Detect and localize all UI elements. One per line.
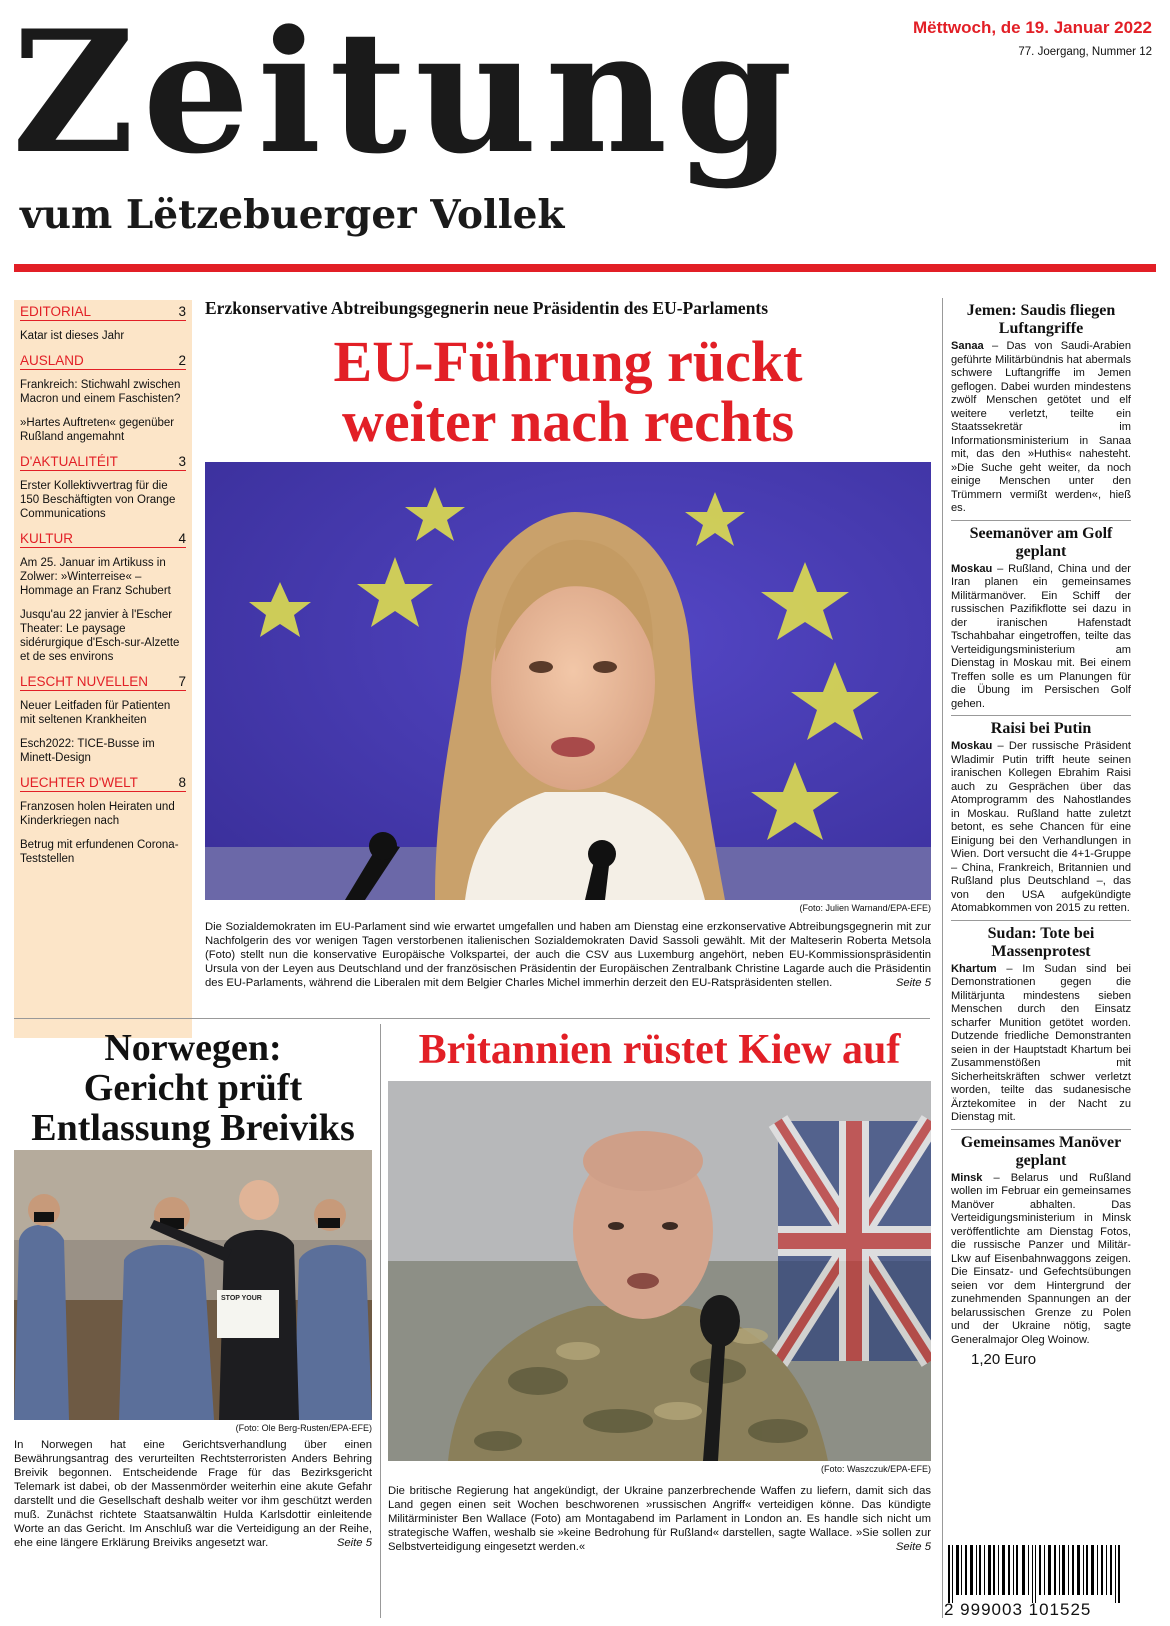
brief-body <box>951 1172 1131 1348</box>
norway-body <box>14 1438 372 1550</box>
brief-headline[interactable]: Gemeinsames Manöver geplant <box>951 1129 1131 1170</box>
britain-body-text: Die britische Regierung hat angekündigt, der Ukraine panzerbrechende Waffen zu liefern, damit sich das Land gegen einen seit Wochen beschworenen »russischen Angriff« verteidigen könne. Das kündigte Militärminister Ben Wallace (Foto) am Montagabend im Parlament in London an. Es handle sich nicht um strategische Waffen, weshalb sie »keine Bedrohung für Rußland« darstellen, sagte Wallace. »Sie sollen zur Selbstverteidigung eingesetzt werden.« <box>388 1485 931 1553</box>
lead-body-text: Die Sozialdemokraten im EU-Parlament sind wie erwartet umgefallen und haben am Dienstag eine erzkonservative Abtreibungsgegnerin mit zur Nachfolgerin des vor wenigen Tagen verstorbenen italienischen Sozialdemokraten David Sassoli gewählt. Mit der Malteserin Roberta Metsola (Foto) stellt nun die konservative Europäische Volkspartei, der auch die CSV aus Luxemburg angehört, neben EU-Kommissionspräsidentin Ursula von der Leyen aus Deutschland und der französischen Präsidentin der Europäischen Zentralbank Christine Lagarde auch die Präsidentin des EU-Parlaments, während die Liberalen mit dem Belgier Charles Michel immerhin derzeit den EU-Ratspräsidenten stellen. <box>205 921 931 989</box>
masthead-subtitle: vum Lëtzebuerger Vollek <box>20 192 565 238</box>
sidebar-item[interactable]: Betrug mit erfundenen Corona-Teststellen <box>20 839 179 865</box>
sidebar-item[interactable]: Neuer Leitfaden für Patienten mit seltenen Krankheiten <box>20 700 171 726</box>
britain-photo[interactable] <box>388 1081 931 1461</box>
lead-photo-illustration <box>205 462 931 900</box>
section-header-editorial[interactable] <box>20 304 186 321</box>
column-divider <box>380 1024 381 1618</box>
brief-text: – Das von Saudi-Arabien geführte Militärbündnis hat abermals schwere Luftangriffe im Jemen geflogen. Dabei wurden mindestens zwölf Menschen getötet und elf weitere verletzt, teilte ein Staatssekretär im Informationsministerium in Sanaa mit, das den »Huthis« nahesteht. »Die Suche geht weiter, da noch einige Menschen unter den Trümmern vermißt werden«, hieß es. <box>951 340 1131 514</box>
sidebar-item[interactable]: Katar ist dieses Jahr <box>20 330 125 342</box>
contents-sidebar <box>14 300 192 1038</box>
brief-text: – Im Sudan sind bei Demonstrationen gegen die Militärjunta mindestens sieben Menschen durch den Einsatz scharfer Munition getötet worden. Dutzende friedliche Demonstranten seien in der Hauptstadt Khartum bei Zusammenstößen mit Sicherheitskräften schwer verletzt worden, teilte das sudanesische Ärztekomitee in der Nacht zu Dienstag mit. <box>951 962 1131 1123</box>
protest-sign <box>217 1290 279 1338</box>
section-page: 3 <box>178 304 186 319</box>
brief-body <box>951 963 1131 1125</box>
section-label: UECHTER D'WELT <box>20 775 138 790</box>
sidebar-item[interactable]: Am 25. Januar im Artikuss in Zolwer: »Winterreise« – Hommage an Franz Schubert <box>20 557 171 597</box>
norway-headline-line: Norwegen: <box>104 1027 282 1069</box>
section-label: AUSLAND <box>20 353 84 368</box>
norway-headline[interactable] <box>14 1028 372 1148</box>
section-header-uechter-dwelt[interactable] <box>20 775 186 792</box>
sidebar-item[interactable]: Erster Kollektivvertrag für die 150 Beschäftigten von Orange Communications <box>20 480 176 520</box>
norway-body-text: In Norwegen hat eine Gerichtsverhandlung über einen Bewährungsantrag des verurteilten Rechtsterroristen Anders Behring Breivik begonnen. Entscheidende Frage für das Bezirksgericht Telemark ist dabei, ob der Massenmörder weiterhin eine akute Gefahr darstellt und die Gesellschaft deshalb weiter vor ihm geschützt werden muß. Zunächst richtete Staatsanwältin Hulda Karlsdottir einleitende Worte an das Gericht. Im Anschluß war die Verteidigung an der Reihe, ehe eine längere Erklärung Breiviks angesetzt war. <box>14 1439 372 1549</box>
norway-photo-credit: (Foto: Ole Berg-Rusten/EPA-EFE) <box>235 1423 372 1433</box>
brief-place: Moskau <box>951 562 993 575</box>
brief-text: – Rußland, China und der Iran planen ein gemeinsames Militärmanöver. Ein Schiff der russischen Pazifikflotte sei dazu in der iranischen Hafenstadt Tschahbahar eingetroffen, teilte das Verteidigungsministerium am Dienstag in Moskau mit. Bei einem Treffen solle es um Planungen für die Übung im Persischen Golf gehen. <box>951 562 1131 710</box>
sign-text: STOP YOUR <box>221 1295 262 1302</box>
section-page: 7 <box>178 674 186 689</box>
section-label: KULTUR <box>20 531 74 546</box>
brief-body <box>951 740 1131 916</box>
section-header-lescht-nuvellen[interactable] <box>20 674 186 691</box>
norway-headline-line: Entlassung Breiviks <box>31 1107 355 1149</box>
brief-headline[interactable]: Raisi bei Putin <box>951 715 1131 738</box>
lead-photo[interactable] <box>205 462 931 900</box>
masthead-rule <box>14 264 1156 272</box>
section-page: 8 <box>178 775 186 790</box>
lead-headline-line: weiter nach rechts <box>341 389 795 454</box>
brief-headline[interactable]: Sudan: Tote bei Massenprotest <box>951 920 1131 961</box>
section-header-ausland[interactable] <box>20 353 186 370</box>
section-page: 4 <box>178 531 186 546</box>
britain-page-ref[interactable]: Seite 5 <box>895 1541 931 1553</box>
lead-headline[interactable] <box>205 329 931 454</box>
section-divider <box>14 1018 930 1019</box>
norway-headline-line: Gericht prüft <box>83 1067 303 1109</box>
brief-headline[interactable]: Jemen: Saudis fliegen Luftangriffe <box>966 302 1116 337</box>
lead-headline-line: EU-Führung rückt <box>333 329 803 394</box>
sidebar-item[interactable]: Jusqu'au 22 janvier à l'Escher Theater: Le paysage sidérurgique d'Esch-sur-Alzette et de ses environs <box>20 609 180 663</box>
norway-photo-illustration <box>14 1150 372 1420</box>
britain-photo-illustration <box>388 1081 931 1461</box>
issue-number: 77. Joergang, Nummer 12 <box>1018 46 1152 58</box>
sidebar-item[interactable]: »Hartes Auftreten« gegenüber Rußland angemahnt <box>20 417 175 443</box>
section-header-kultur[interactable] <box>20 531 186 548</box>
lead-page-ref[interactable]: Seite 5 <box>895 977 931 989</box>
lead-body <box>205 920 931 990</box>
brief-place: Khartum <box>951 962 997 975</box>
brief-body <box>951 340 1131 516</box>
brief-place: Minsk <box>951 1171 983 1184</box>
section-header-aktualiteit[interactable] <box>20 454 186 471</box>
masthead-title: Zeitung <box>12 0 801 191</box>
section-page: 2 <box>178 353 186 368</box>
issue-date: Mëttwoch, de 19. Januar 2022 <box>912 18 1152 37</box>
section-label: LESCHT NUVELLEN <box>20 674 149 689</box>
news-briefs-column <box>942 298 1131 1618</box>
norway-page-ref[interactable]: Seite 5 <box>336 1537 372 1549</box>
section-page: 3 <box>178 454 186 469</box>
sidebar-item[interactable]: Esch2022: TICE-Busse im Minett-Design <box>20 738 155 764</box>
sidebar-item[interactable]: Frankreich: Stichwahl zwischen Macron und einem Faschisten? <box>20 379 181 405</box>
lead-photo-credit: (Foto: Julien Warnand/EPA-EFE) <box>799 903 931 913</box>
lead-kicker: Erzkonservative Abtreibungsgegnerin neue Präsidentin des EU-Parlaments <box>205 298 769 318</box>
section-label: D'AKTUALITÉIT <box>20 454 118 469</box>
brief-body <box>951 563 1131 712</box>
britain-photo-credit: (Foto: Waszczuk/EPA-EFE) <box>820 1464 931 1474</box>
barcode-graphic <box>948 1545 1120 1603</box>
brief-text: – Belarus und Rußland wollen im Februar ein gemeinsames Manöver abhalten. Das Verteidigungsministerium in Minsk veröffentlichte am Dienstag Fotos, die russische Panzer und Militär-Lkw auf Eisenbahnwaggons zeigen. Die Einsatz- und Gefechtsübungen seien vor dem Hintergrund der zunehmenden Spannungen an der belarussischen Grenze zu Polen und der Ukraine nötig, sagte Generalmajor Oleg Woinow. <box>951 1171 1131 1346</box>
brief-place: Moskau <box>951 740 993 752</box>
norway-photo[interactable] <box>14 1150 372 1420</box>
sidebar-item[interactable]: Franzosen holen Heiraten und Kinderkriegen nach <box>20 801 175 827</box>
barcode-digits: 2 999003 101525 <box>944 1600 1092 1619</box>
union-flag <box>778 1121 931 1361</box>
section-label: EDITORIAL <box>20 304 92 319</box>
brief-place: Sanaa <box>951 340 984 352</box>
britain-body <box>388 1484 931 1554</box>
brief-headline[interactable]: Seemanöver am Golf geplant <box>951 520 1131 561</box>
britain-headline[interactable]: Britannien rüstet Kiew auf <box>418 1027 901 1073</box>
barcode <box>948 1545 1120 1603</box>
brief-text: – Der russische Präsident Wladimir Putin trifft heute seinen iranischen Kollegen Ebrahim Raisi auch zu Gesprächen über das Atomprogramm des Nahostlandes in Moskau. Rußland hatte zuletzt betont, es sehe Chancen für eine Einigung bei den Verhandlungen in Wien. Dort versucht die 4+1-Gruppe – China, Frankreich, Britannien und Rußland plus Deutschland –, das von den USA aufgekündigte Atomabkommen von 2015 zu retten. <box>951 740 1131 914</box>
price: 1,20 Euro <box>971 1351 1037 1368</box>
